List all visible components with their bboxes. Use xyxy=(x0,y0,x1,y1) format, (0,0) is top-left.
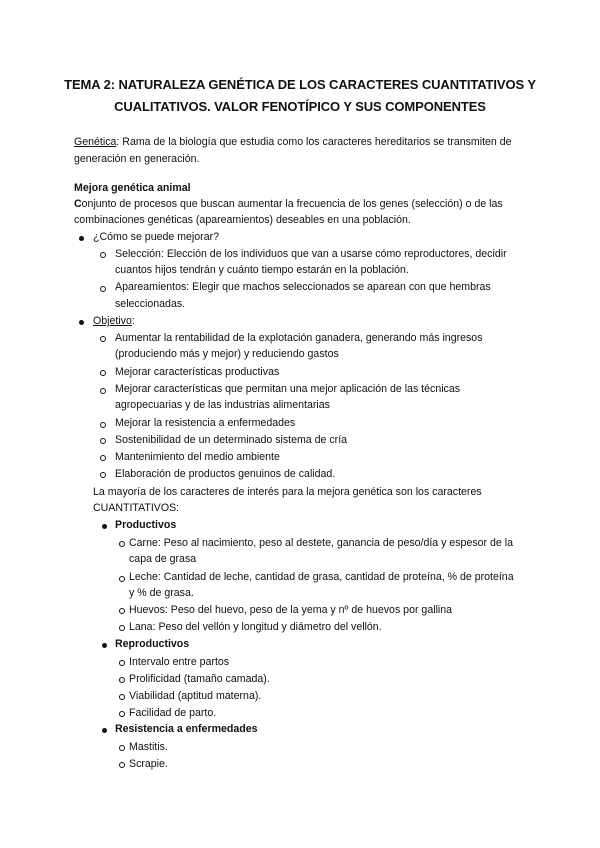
objetivo-item: Sostenibilidad de un determinado sistema de cría xyxy=(115,434,348,446)
bullet-circle xyxy=(119,677,125,683)
objetivo-item: Mejorar características que permitan una mejor aplicación de las técnicas xyxy=(115,383,461,395)
resistencia-heading: Resistencia a enfermedades xyxy=(115,723,258,735)
page-title xyxy=(60,74,540,118)
productivos-item-cont: capa de grasa xyxy=(129,553,197,565)
bullet-dot xyxy=(102,524,107,529)
bullet-circle xyxy=(100,286,106,292)
bullet-circle xyxy=(100,422,106,428)
bullet-circle xyxy=(119,576,125,582)
bullet-dot xyxy=(79,236,84,241)
objetivo-item: Mantenimiento del medio ambiente xyxy=(115,451,280,463)
objetivo-item: Aumentar la rentabilidad de la explotación ganadera, generando más ingresos xyxy=(115,332,483,344)
bullet-circle xyxy=(119,625,125,631)
bullet-circle xyxy=(119,608,125,614)
reproductivos-item: Intervalo entre partos xyxy=(129,656,230,668)
resistencia-item: Mastitis. xyxy=(129,741,168,753)
bullet-circle xyxy=(119,745,125,751)
seleccion-item: Selección: Elección de los individuos que van a usarse cómo reproductores, decidir xyxy=(115,248,507,260)
mejora-definition: Conjunto de procesos que buscan aumentar la frecuencia de los genes (selección) o de las xyxy=(74,198,503,210)
productivos-heading: Productivos xyxy=(115,519,177,531)
bullet-circle xyxy=(100,388,106,394)
bullet-circle xyxy=(100,455,106,461)
objetivo-item: Mejorar características productivas xyxy=(115,366,280,378)
genetica-paragraph xyxy=(74,134,512,150)
resistencia-item: Scrapie. xyxy=(129,758,168,770)
bullet-circle xyxy=(119,541,125,547)
objetivo-heading: Objetivo: xyxy=(93,315,135,327)
reproductivos-item: Viabilidad (aptitud materna). xyxy=(129,690,262,702)
objetivo-item-cont: agropecuarias y de las industrias alimentarias xyxy=(115,399,330,411)
como-question: ¿Cómo se puede mejorar? xyxy=(93,231,220,243)
reproductivos-item: Prolificidad (tamaño camada). xyxy=(129,673,270,685)
productivos-item-cont: y % de grasa. xyxy=(129,587,194,599)
mejora-heading: Mejora genética animal xyxy=(74,182,191,194)
bullet-dot xyxy=(102,643,107,648)
bullet-circle xyxy=(100,472,106,478)
reproductivos-heading: Reproductivos xyxy=(115,638,190,650)
objetivo-item-cont: (produciendo más y mejor) y reduciendo gastos xyxy=(115,348,339,360)
bullet-dot xyxy=(102,728,107,733)
bullet-circle xyxy=(100,252,106,258)
apareamientos-item-cont: seleccionadas. xyxy=(115,298,186,310)
genetica-definition-cont: generación en generación. xyxy=(74,153,200,165)
bullet-dot xyxy=(79,320,84,325)
cuantitativos-note: La mayoría de los caracteres de interés para la mejora genética son los caracteres xyxy=(93,486,482,498)
objetivo-item: Elaboración de productos genuinos de calidad. xyxy=(115,468,336,480)
mejora-definition-cont: combinaciones genéticas (apareamientos) deseables en una población. xyxy=(74,214,411,226)
objetivo-item: Mejorar la resistencia a enfermedades xyxy=(115,417,296,429)
productivos-item: Huevos: Peso del huevo, peso de la yema y nº de huevos por gallina xyxy=(129,604,453,616)
title-line-1: TEMA 2: NATURALEZA GENÉTICA DE LOS CARACTERES CUANTITATIVOS Y xyxy=(64,77,536,92)
productivos-item: Carne: Peso al nacimiento, peso al destete, ganancia de peso/día y espesor de la xyxy=(129,537,513,549)
productivos-item: Leche: Cantidad de leche, cantidad de grasa, cantidad de proteína, % de proteína xyxy=(129,571,514,583)
bullet-circle xyxy=(119,694,125,700)
bullet-circle xyxy=(119,660,125,666)
seleccion-item-cont: cuantos hijos tendrán y cuánto tiempo estarán en la población. xyxy=(115,264,409,276)
title-line-2: CUALITATIVOS. VALOR FENOTÍPICO Y SUS COMPONENTES xyxy=(114,99,486,114)
apareamientos-item: Apareamientos: Elegir que machos seleccionados se aparean con que hembras xyxy=(115,281,491,293)
productivos-item: Lana: Peso del vellón y longitud y diámetro del vellón. xyxy=(129,621,382,633)
bullet-circle xyxy=(100,370,106,376)
bullet-circle xyxy=(100,336,106,342)
genetica-definition: : Rama de la biología que estudia como los caracteres hereditarios se transmiten de xyxy=(116,136,512,148)
cuantitativos-note-cont: CUANTITATIVOS: xyxy=(93,502,180,514)
genetica-term: Genética xyxy=(74,136,117,148)
bullet-circle xyxy=(100,438,106,444)
bullet-circle xyxy=(119,762,125,768)
reproductivos-item: Facilidad de parto. xyxy=(129,707,217,719)
bullet-circle xyxy=(119,711,125,717)
